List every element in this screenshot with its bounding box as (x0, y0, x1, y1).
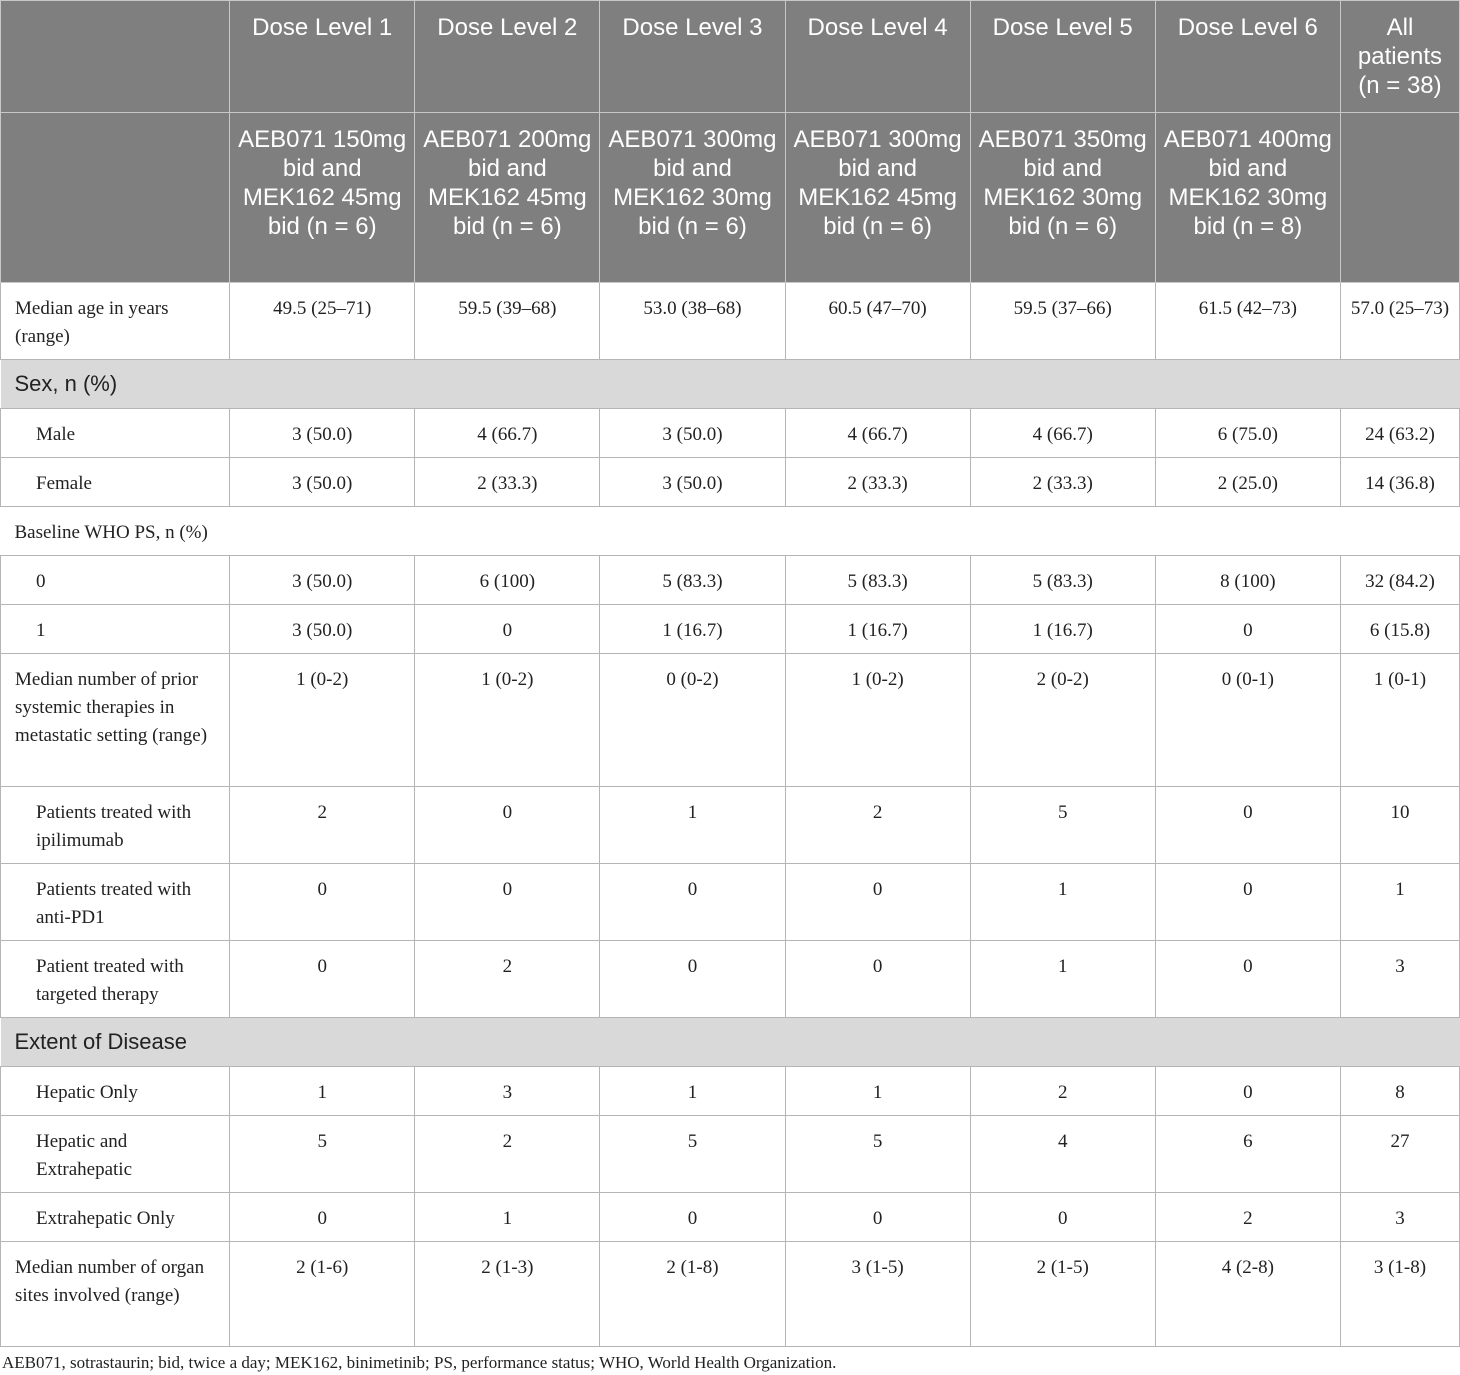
table-cell: 0 (785, 1193, 970, 1242)
table-cell: 5 (83.3) (970, 556, 1155, 605)
table-cell: 1 (600, 1067, 785, 1116)
table-cell: 0 (0-2) (600, 654, 785, 787)
subheader-cell: Baseline WHO PS, n (%) (1, 507, 1460, 556)
header-cell (1340, 113, 1459, 283)
table-cell: 0 (600, 1193, 785, 1242)
table-cell: 0 (600, 941, 785, 1018)
table-cell: 14 (36.8) (1340, 458, 1459, 507)
table-cell: 53.0 (38–68) (600, 283, 785, 360)
table-cell: 0 (1155, 864, 1340, 941)
table-cell: 61.5 (42–73) (1155, 283, 1340, 360)
table-cell: 5 (970, 787, 1155, 864)
table-cell: 6 (15.8) (1340, 605, 1459, 654)
table-cell: 0 (230, 1193, 415, 1242)
header-cell: Dose Level 4 (785, 1, 970, 113)
table-cell: 10 (1340, 787, 1459, 864)
table-cell: 3 (50.0) (230, 556, 415, 605)
table-cell: 0 (1155, 787, 1340, 864)
table-cell: 5 (230, 1116, 415, 1193)
header-cell (1, 1, 230, 113)
table-cell: 2 (33.3) (970, 458, 1155, 507)
header-cell: All patients (n = 38) (1340, 1, 1459, 113)
table-cell: 3 (415, 1067, 600, 1116)
table-cell: 5 (83.3) (785, 556, 970, 605)
row-label: Patients treated with ipilimumab (1, 787, 230, 864)
table-cell: 0 (785, 864, 970, 941)
table-cell: 0 (970, 1193, 1155, 1242)
table-row (1, 787, 1460, 864)
table-cell: 1 (1340, 864, 1459, 941)
table-cell: 0 (230, 864, 415, 941)
header-row-dose-level (1, 1, 1460, 113)
table-cell: 2 (25.0) (1155, 458, 1340, 507)
table-cell: 2 (33.3) (785, 458, 970, 507)
table-cell: 3 (50.0) (600, 458, 785, 507)
table-cell: 2 (33.3) (415, 458, 600, 507)
table-cell: 4 (66.7) (785, 409, 970, 458)
table-row (1, 556, 1460, 605)
row-label: Female (1, 458, 230, 507)
table-cell: 49.5 (25–71) (230, 283, 415, 360)
table-cell: 2 (1155, 1193, 1340, 1242)
table-cell: 1 (16.7) (785, 605, 970, 654)
subheader-row (1, 507, 1460, 556)
row-label: Hepatic Only (1, 1067, 230, 1116)
table-cell: 0 (1155, 941, 1340, 1018)
table-cell: 0 (1155, 1067, 1340, 1116)
table-cell: 4 (66.7) (970, 409, 1155, 458)
table-row (1, 864, 1460, 941)
header-cell: Dose Level 1 (230, 1, 415, 113)
table-row (1, 1116, 1460, 1193)
table-cell: 1 (16.7) (970, 605, 1155, 654)
table-cell: 1 (970, 864, 1155, 941)
table-row (1, 605, 1460, 654)
table-cell: 60.5 (47–70) (785, 283, 970, 360)
table-row (1, 283, 1460, 360)
table-cell: 3 (50.0) (230, 409, 415, 458)
header-cell: Dose Level 6 (1155, 1, 1340, 113)
table-cell: 2 (1-3) (415, 1242, 600, 1347)
header-cell: AEB071 200mg bid and MEK162 45mg bid (n = 6) (415, 113, 600, 283)
table-row (1, 1067, 1460, 1116)
table-cell: 2 (1-5) (970, 1242, 1155, 1347)
table-cell: 5 (600, 1116, 785, 1193)
table-cell: 8 (100) (1155, 556, 1340, 605)
table-cell: 32 (84.2) (1340, 556, 1459, 605)
table-cell: 4 (2-8) (1155, 1242, 1340, 1347)
table-cell: 6 (1155, 1116, 1340, 1193)
header-cell: Dose Level 5 (970, 1, 1155, 113)
section-header: Sex, n (%) (1, 360, 1460, 409)
header-cell: AEB071 300mg bid and MEK162 45mg bid (n = 6) (785, 113, 970, 283)
section-header-row (1, 1018, 1460, 1067)
row-label: Patients treated with anti-PD1 (1, 864, 230, 941)
table-row (1, 654, 1460, 787)
table-cell: 1 (0-1) (1340, 654, 1459, 787)
table-footnote: AEB071, sotrastaurin; bid, twice a day; MEK162, binimetinib; PS, performance status; WHO, World Health Organization. (2, 1353, 837, 1372)
table-cell: 2 (415, 1116, 600, 1193)
table-cell: 6 (100) (415, 556, 600, 605)
table-cell: 2 (970, 1067, 1155, 1116)
table-cell: 0 (0-1) (1155, 654, 1340, 787)
table-row (1, 1193, 1460, 1242)
table-cell: 0 (415, 605, 600, 654)
table-cell: 1 (0-2) (230, 654, 415, 787)
table-cell: 3 (1340, 1193, 1459, 1242)
table-row (1, 941, 1460, 1018)
row-label: 1 (1, 605, 230, 654)
row-label: Median age in years (range) (1, 283, 230, 360)
row-label: Median number of organ sites involved (range) (1, 1242, 230, 1347)
table-cell: 59.5 (37–66) (970, 283, 1155, 360)
table-cell: 4 (970, 1116, 1155, 1193)
table-cell: 3 (50.0) (230, 458, 415, 507)
header-cell: Dose Level 2 (415, 1, 600, 113)
table-cell: 1 (785, 1067, 970, 1116)
table-cell: 2 (415, 941, 600, 1018)
table-cell: 1 (0-2) (785, 654, 970, 787)
table-cell: 0 (1155, 605, 1340, 654)
table-cell: 1 (415, 1193, 600, 1242)
row-label: Extrahepatic Only (1, 1193, 230, 1242)
table-cell: 3 (1-5) (785, 1242, 970, 1347)
table-row (1, 458, 1460, 507)
table-cell: 8 (1340, 1067, 1459, 1116)
table-cell: 2 (1-8) (600, 1242, 785, 1347)
header-row-regimen (1, 113, 1460, 283)
table-cell: 3 (50.0) (600, 409, 785, 458)
table-row (1, 409, 1460, 458)
table-cell: 27 (1340, 1116, 1459, 1193)
header-cell: AEB071 400mg bid and MEK162 30mg bid (n = 8) (1155, 113, 1340, 283)
table-cell: 1 (230, 1067, 415, 1116)
row-label: Patient treated with targeted therapy (1, 941, 230, 1018)
table-cell: 3 (1-8) (1340, 1242, 1459, 1347)
section-header-row (1, 360, 1460, 409)
table-cell: 0 (415, 864, 600, 941)
table-cell: 3 (1340, 941, 1459, 1018)
table-cell: 2 (230, 787, 415, 864)
table-cell: 0 (785, 941, 970, 1018)
table-cell: 1 (0-2) (415, 654, 600, 787)
table-row (1, 1242, 1460, 1347)
table-cell: 1 (600, 787, 785, 864)
table-cell: 0 (415, 787, 600, 864)
row-label: Hepatic and Extrahepatic (1, 1116, 230, 1193)
table-cell: 1 (970, 941, 1155, 1018)
table-cell: 0 (600, 864, 785, 941)
header-cell: Dose Level 3 (600, 1, 785, 113)
table-cell: 1 (16.7) (600, 605, 785, 654)
row-label: Median number of prior systemic therapies in metastatic setting (range) (1, 654, 230, 787)
table-cell: 2 (0-2) (970, 654, 1155, 787)
table-cell: 59.5 (39–68) (415, 283, 600, 360)
header-cell: AEB071 350mg bid and MEK162 30mg bid (n = 6) (970, 113, 1155, 283)
header-cell: AEB071 150mg bid and MEK162 45mg bid (n = 6) (230, 113, 415, 283)
table-cell: 4 (66.7) (415, 409, 600, 458)
header-cell: AEB071 300mg bid and MEK162 30mg bid (n = 6) (600, 113, 785, 283)
table-cell: 57.0 (25–73) (1340, 283, 1459, 360)
row-label: Male (1, 409, 230, 458)
table-cell: 5 (785, 1116, 970, 1193)
table-cell: 0 (230, 941, 415, 1018)
table-cell: 24 (63.2) (1340, 409, 1459, 458)
header-cell (1, 113, 230, 283)
section-header: Extent of Disease (1, 1018, 1460, 1067)
table-cell: 6 (75.0) (1155, 409, 1340, 458)
table-cell: 2 (1-6) (230, 1242, 415, 1347)
table-cell: 5 (83.3) (600, 556, 785, 605)
table-cell: 2 (785, 787, 970, 864)
row-label: 0 (1, 556, 230, 605)
table-cell: 3 (50.0) (230, 605, 415, 654)
